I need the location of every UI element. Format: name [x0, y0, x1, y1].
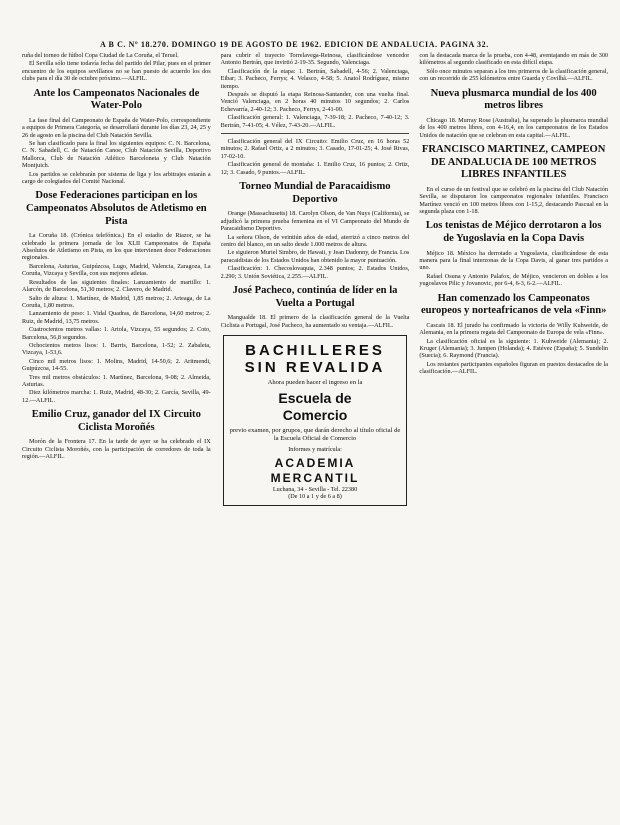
article-paragraph: Tres mil metros obstáculos: 1. Martínez, Barcelona, 9-08; 2. Almeida, Asturias.: [22, 373, 211, 388]
article-paragraph: Resultados de las siguientes finales: Lanzamiento de martillo: 1. Alarcón, de Barcelona, 51,30 metros; 2. Clavero, de Madrid.: [22, 278, 211, 294]
ad-subtitle: Ahora pueden hacer el ingreso en la: [267, 378, 363, 386]
article-paragraph: Rafael Osuna y Antonio Palafox, de Méjico, vencieron en dobles a los yugoslavos Pilic y Jovanovic, por 6-4, 6-3, 6-2.—ALFIL.: [419, 272, 609, 288]
ad-title-line-2: SIN REVALIDA: [244, 358, 386, 376]
article-paragraph: Orange (Massachusetts) 18. Carolyn Olson, de Van Nuys (California), se adjudicó la primera prueba femenina en el VI Campeonato del Mundo de Paracaidismo Deportivo.: [220, 210, 410, 233]
ad-info-label: Informes y matrícula:: [288, 445, 342, 453]
column-1: [22, 52, 211, 819]
article-paragraph: para cubrir el trayecto Torrelavega-Reinosa, clasificándose vencedor Antonio Bertrán, que invirtió 2-19-35. Segundo, Valenciaga.: [220, 52, 410, 67]
article-paragraph: La señora Olson, de veintiún años de edad, aterrizó a cinco metros del centro del blanco, en un salto desde 1.000 metros de altura.: [220, 233, 410, 248]
article-paragraph: Cinco mil metros lisos: 1. Molins, Madrid, 14-50,6; 2. Aritmendi, Guipúzcoa, 14-55.: [22, 357, 211, 373]
article-paragraph: Ochocientos metros lisos: 1. Barris, Barcelona, 1-52; 2. Zabaleta, Vizcaya, 1-53,6.: [22, 341, 211, 357]
article-headline: Han comenzado los Campeonatos europeos y norteafricanos de vela «Finn»: [420, 292, 607, 317]
ad-school-name-2: Comercio: [282, 406, 348, 423]
article-headline: Los tenistas de Méjico derrotaron a los de Yugoslavia en la Copa Davis: [425, 220, 602, 245]
article-paragraph: Se han clasificado para la final los siguientes equipos: C. N. Barcelona, C. N. Sabadell, C. de Natación Canoe, Club Natación Sevilla, Deportivo Mallorca, Club de Natación Atlético Barceloneta y Club Natación Montjuich.: [22, 140, 211, 170]
article-headline: Torneo Mundial de Paracaidismo Deportivo: [239, 181, 391, 205]
ad-description: previo examen, por grupos, que darán derecho al título oficial de la Escuela Oficial de Comercio: [229, 426, 401, 442]
page-header: A B C. Nº 18.270. DOMINGO 19 DE AGOSTO DE 1962. EDICION DE ANDALUCIA. PAGINA 32.: [100, 40, 489, 49]
article-headline: José Pacheco, continúa de líder en la Vuelta a Portugal: [232, 284, 398, 309]
article-paragraph: En el curso de un festival que se celebró en la piscina del Club Natación Sevilla, se disputaron los campeonatos regionales infantiles. Francisco Martínez venció en 100 metros libres con 1-15,2, destacando Pascual en la segunda plaza con 1-18.: [419, 185, 609, 216]
ad-academy-name: ACADEMIA MERCANTIL: [270, 455, 360, 485]
article-headline: Nueva plusmarca mundial de los 400 metros libres: [430, 87, 597, 112]
article-paragraph: Morón de la Frontera 17. En la tarde de ayer se ha celebrado el IX Circuito Ciclista Moroñés, con la participación de corredores de toda la región.—ALFIL.: [22, 438, 211, 461]
article-paragraph: Lanzamiento de peso: 1. Vidal Quadras, de Barcelona, 14,60 metros; 2. Ruiz, de Madrid, 13,75 metros.: [22, 310, 211, 325]
article-paragraph: Los partidos se celebrarán por sistema de liga y los arbitrajes estarán a cargo de colegiados del Comité Nacional.: [22, 170, 211, 186]
article-paragraph: El Sevilla sólo tiene todavía fecha del partido del Pilar, pues en el primer encuentro de los equipos sevillanos no se han puesto de acuerdo los dos clubs para el día 30 de octubre próximo.—ALFIL.: [22, 60, 211, 83]
article-paragraph: Clasificación general de montaña: 1. Emilio Cruz, 16 puntos; 2. Ortiz, 12; 3. Casado, 9 puntos.—ALFIL.: [220, 161, 410, 176]
article-paragraph: Cuatrocientos metros vallas: 1. Artola, Vizcaya, 55 segundos; 2. Coto, Barcelona, 56,8 segundos.: [22, 326, 211, 341]
ad-address: Luchana, 34 - Sevilla - Tel. 22380: [272, 485, 358, 493]
article-paragraph: La clasificación oficial es la siguiente: 1. Kuhweide (Alemania); 2. Kruger (Alemania); 3. Jumpen (Holanda); 4. Estévez (España); 5. Sundelin (Suecia); 6. Raymond (Francia).: [419, 337, 609, 360]
ad-school-name: Escuela de: [278, 389, 352, 406]
article-headline: Dose Federaciones participan en los Campeonatos Absolutos de Atletismo en Pista: [25, 190, 207, 227]
article-paragraph: Clasificación de la etapa: 1. Bertrán, Sabadell, 4-56; 2. Valenciaga, Eibar; 3. Pacheco, Ferrys; 4. Velasco, 4-58; 5. Anatol Rodríguez, mismo tiempo.: [220, 67, 410, 90]
article-paragraph: Le siguieron Muriel Simbro, de Hawaii, y Jean Dadonny, de Francia. Los paracaidistas de los Estados Unidos han obtenido la mayor puntuación.: [220, 249, 410, 264]
article-paragraph: Los restantes participantes españoles figuran en puestos destacados de la clasificación.—ALFIL.: [419, 360, 609, 376]
article-paragraph: Después se disputó la etapa Reinosa-Santander, con una vuelta final. Venció Valenciaga, en 2 horas 40 minutos 10 segundos; 2. Carlos Echevarría, 2-40-12; 3. Pacheco, Ferrys, 2-41-00.: [220, 91, 410, 113]
article-paragraph: La fase final del Campeonato de España de Water-Polo, correspondiente a equipos de Primera Categoría, se desarrollará durante los días 23, 24, 25 y 26 de agosto en la piscina del Club Natación Sevilla.: [22, 116, 211, 139]
article-paragraph: con la destacada marca de la prueba, con 4-48, aventajando en más de 300 kilómetros al segundo clasificado en esta difícil etapa.: [419, 52, 609, 67]
column-3: [419, 52, 608, 819]
article-paragraph: Barcelona, Asturias, Guipúzcoa, Lugo, Madrid, Valencia, Zaragoza, La Coruña, Vizcaya y Sevilla, con sus mejores atletas.: [22, 262, 211, 278]
ad-hours: (De 10 a 1 y de 6 a 8): [288, 493, 342, 501]
article-paragraph: Mangualde 18. El primero de la clasificación general de la Vuelta Ciclista a Portugal, José Pacheco, ha aumentado su ventaja.—ALFIL.: [220, 314, 410, 329]
advertisement-box: [223, 335, 408, 506]
ad-title-line-1: BACHILLERES: [245, 341, 385, 359]
article-paragraph: Méjico 18. México ha derrotado a Yugoslavia, clasificándose de esta manera para la final interzonas de la Copa Davis, al ganar tres partidos a uno.: [419, 249, 609, 272]
article-paragraph: Chicago 18. Murray Rose (Australia), ha superado la plusmarca mundial de los 400 metros libres, con 4-16,4, en los campeonatos de los Estados Unidos de natación que se celebran en esta capital.—ALFIL.: [419, 116, 609, 139]
article-headline: FRANCISCO MARTINEZ, CAMPEON DE ANDALUCIA DE 100 METROS LIBRES INFANTILES: [421, 144, 606, 181]
article-headline: Emilio Cruz, ganador del IX Circuito Ciclista Moroñés: [31, 409, 201, 433]
columns-container: [22, 52, 608, 819]
article-paragraph: La Coruña 18. (Crónica telefónica.) En el estadio de Riazor, se ha celebrado la primera jornada de los XLII Campeonatos de España Absolutos de Atletismo en Pista, en los que intervienen doce Federaciones regionales.: [22, 232, 211, 262]
article-paragraph: ruña del torneo de fútbol Copa Ciudad de La Coruña, el Teruel.: [22, 52, 179, 59]
article-paragraph: Clasificación: 1. Checoslovaquia, 2.348 puntos; 2. Estados Unidos, 2.290; 3. Unión Soviética, 2.255.—ALFIL.: [220, 265, 410, 280]
article-headline: Ante los Campeonatos Nacionales de Water-Polo: [33, 87, 200, 112]
article-paragraph: Clasificación general: 1. Valenciaga, 7-39-18; 2. Pacheco, 7-40-12; 3. Bertrán, 7-41-05; 4. Vélez, 7-43-20.—ALFIL.: [220, 114, 410, 129]
article-paragraph: Clasificación general del IX Circuito: Emilio Cruz, en 16 horas 52 minutos; 2. Rafael Ortiz, a 2 minutos; 3. Casado, 17-01-25; 4. José Rivas, 17-02-10.: [220, 138, 410, 160]
divider: [221, 133, 410, 134]
article-paragraph: Sólo once minutos separan a los tres primeros de la clasificación general, con un recorrido de 255 kilómetros entre Guarda y Covilhã.—ALFIL.: [419, 67, 609, 83]
article-paragraph: Diez kilómetros marcha: 1. Ruiz, Madrid, 48-30; 2. García, Sevilla, 49-12.—ALFIL.: [22, 389, 211, 404]
article-paragraph: Salto de altura: 1. Martínez, de Madrid, 1,85 metros; 2. Arteaga, de La Coruña, 1,80 metros.: [22, 294, 211, 309]
column-2: [221, 52, 410, 819]
article-paragraph: Cascais 18. El jurado ha confirmado la victoria de Willy Kuhweide, de Alemania, en la primera regata del Campeonato de Europa de vela «Finn».: [419, 321, 609, 337]
